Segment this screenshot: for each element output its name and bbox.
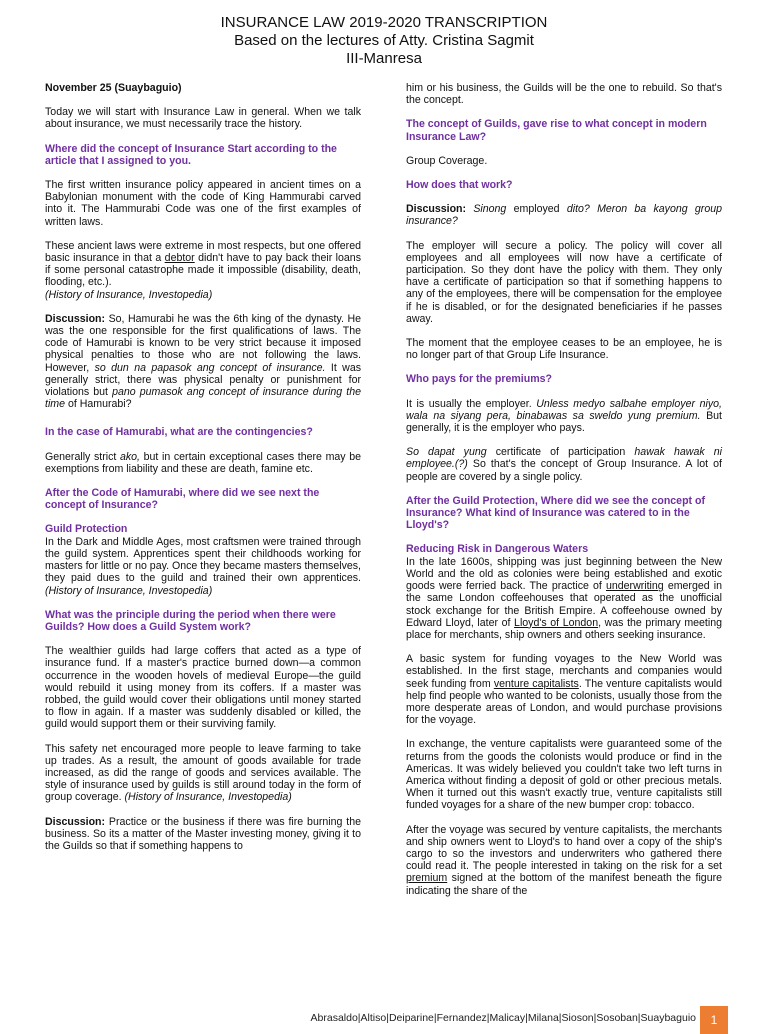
text: In the Dark and Middle Ages, most craftsmen were trained through the guild system. Apprentices spent their childhoods working for masters for little or no pay. Once they became masters themselves, they paid dues to the guild and trained their own apprentices.: [45, 535, 361, 585]
text: After the voyage was secured by venture capitalists, the merchants and ship owners went to Lloyd's to hand over a copy of the ship's cargo to so the investors and underwriters who gathered there could read it. The people interested in taking on the risk for a set: [406, 823, 722, 873]
left-column: [45, 82, 361, 864]
text: This safety net encouraged more people to leave farming to take up trades. As a result, the amount of goods available for trade increased, as did the range of goods and services available. The style of insurance used by guilds is still around today in the form of group coverage.: [45, 742, 361, 804]
discussion-label: Discussion:: [406, 203, 467, 216]
italic-text: ako,: [119, 450, 140, 463]
header-title: INSURANCE LAW 2019-2020 TRANSCRIPTION: [220, 14, 548, 31]
header-section: III-Manresa: [346, 50, 422, 67]
discussion-paragraph: [45, 816, 361, 853]
text: In the late 1600s, shipping was just beginning between the New World and the old as colonies were being established and exotic goods were ferried back. The practice of: [406, 555, 722, 593]
question-heading: After the Guild Protection, Where did we see the concept of Insurance? What kind of Insurance was catered to in the Lloyd's?: [406, 494, 706, 532]
underlined-term: premium: [406, 872, 448, 885]
underlined-term: Lloyd's of London: [514, 616, 599, 629]
paragraph: [45, 451, 361, 475]
paragraph: [406, 653, 722, 726]
paragraph: [406, 556, 722, 641]
underlined-term: debtor: [164, 252, 195, 265]
paragraph: In exchange, the venture capitalists were guaranteed some of the returns from the goods the colonists would produce or find in the Americas. It was widely believed you couldn't take two left turns in America without finding a deposit of gold or other precious metals. When it turned out this wasn't exactly true, venture capitalists still funded voyages for a share of the new bumper crop: tobacco.: [406, 738, 722, 812]
text: didn't have to pay back their loans if some personal catastrophe made it impossible (disability, death, flooding, etc.).: [45, 252, 361, 289]
discussion-label: Discussion:: [45, 312, 106, 325]
italic-text: Unless medyo salbahe employer niyo, wala na siyang pera, binabawas sa sweldo yung premium.: [406, 397, 722, 422]
citation: (History of Insurance, Investopedia): [45, 288, 213, 301]
paragraph: [406, 398, 722, 435]
discussion-paragraph: [45, 313, 361, 411]
italic-text: dito? Meron ba kayong group insurance?: [406, 203, 722, 228]
text: of Hamurabi?: [65, 398, 132, 411]
paragraph: Today we will start with Insurance Law in general. When we talk about insurance, we must necessarily trace the history.: [45, 106, 361, 131]
paragraph: The moment that the employee ceases to be an employee, he is no longer part of that Group Life Insurance.: [406, 337, 722, 362]
discussion-label: Discussion:: [45, 815, 106, 828]
paragraph: The first written insurance policy appeared in ancient times on a Babylonian monument with the code of King Hammurabi carved into it. The Hammurabi Code was one of the first examples of written laws.: [45, 179, 361, 228]
subheading: Guild Protection: [45, 523, 128, 536]
text: It was generally strict, there was physical penalty or punishment for violations but: [45, 361, 362, 399]
paragraph: [45, 536, 361, 597]
paragraph: [45, 240, 361, 301]
text: But generally, it is the employer who pays.: [406, 409, 722, 435]
question-heading: Who pays for the premiums?: [406, 373, 552, 386]
paragraph: [406, 824, 722, 897]
paragraph: The employer will secure a policy. The policy will cover all employees and all employees will now have a certificate of participation. So they dont have the policy with them. They only have a certificate of participation so that if something happens to any of the employees, there will be compensation for the employee if he is disabled, or for the designated beneficiaries if he passes away.: [406, 239, 722, 325]
underlined-term: venture capitalists: [493, 677, 579, 690]
text: Practice or the business if there was fire burning the business. So its a matter of the Master investing money, giving it to the Guilds so that if something happens to: [45, 815, 361, 852]
italic-text: Sinong: [466, 203, 507, 216]
question-heading: After the Code of Hamurabi, where did we see next the concept of Insurance?: [45, 487, 320, 512]
discussion-paragraph: [406, 203, 722, 227]
text: Generally strict: [45, 450, 120, 463]
question-heading: How does that work?: [406, 179, 513, 192]
page-number: 1: [700, 1006, 728, 1034]
italic-text: So dapat yung: [406, 446, 487, 459]
subheading: Reducing Risk in Dangerous Waters: [406, 543, 589, 556]
citation: (History of Insurance, Investopedia): [45, 584, 213, 597]
paragraph: [406, 446, 722, 483]
question-heading: Where did the concept of Insurance Start according to the article that I assigned to you.: [45, 142, 337, 167]
paragraph: [45, 743, 361, 804]
text: So, Hamurabi he was the 6th king of the dynasty. He was the one responsible for the first qualifications of laws. The code of Hamurabi is known to be very strict because it imposed physical penalties to those who are not following the laws. However,: [45, 312, 361, 374]
text: certificate of participation: [486, 446, 635, 459]
text: employed: [506, 203, 567, 216]
text: , was the primary meeting place for merchants, ship owners and others seeking insurance.: [406, 616, 723, 641]
paragraph: Group Coverage.: [406, 154, 488, 167]
lecture-date: November 25 (Suaybaguio): [45, 82, 182, 94]
text: signed at the bottom of the manifest beneath the figure indicating the share of the: [406, 872, 722, 897]
underlined-term: underwriting: [605, 580, 664, 593]
document-header: [0, 14, 768, 68]
citation: (History of Insurance, Investopedia): [124, 791, 292, 804]
text: . The venture capitalists would help find people who wanted to be colonists, usually those from the more desperate areas of London, and would purchase provisions for the voyage.: [406, 677, 723, 727]
text: So that's the concept of Group Insurance. A lot of people are covered by a single policy.: [406, 458, 722, 483]
text: A basic system for funding voyages to the New World was established. In the first stage, merchants and companies would seek funding from: [406, 653, 722, 690]
right-column: [406, 82, 722, 909]
italic-text: so dun na papasok ang concept of insurance.: [94, 361, 326, 374]
italic-text: pano pumasok ang concept of insurance during the time: [45, 386, 361, 411]
italic-text: hawak hawak ni employee.(?): [406, 446, 722, 471]
text: These ancient laws were extreme in most respects, but one offered basic insurance in that a: [45, 239, 361, 265]
paragraph: him or his business, the Guilds will be the one to rebuild. So that's the concept.: [406, 82, 722, 107]
text: but in certain exceptional cases there may be exemptions from liability and these are death, famine etc.: [45, 450, 362, 475]
question-heading: The concept of Guilds, gave rise to what concept in modern Insurance Law?: [406, 118, 707, 143]
question-heading: In the case of Hamurabi, what are the contingencies?: [45, 426, 313, 439]
header-subtitle: Based on the lectures of Atty. Cristina Sagmit: [234, 32, 534, 49]
text: emerged in the same London coffeehouses that operated as the unofficial stock exchange for the British Empire. A coffeehouse owned by Edward Lloyd, later of: [406, 580, 722, 629]
footer-authors: Abrasaldo|Altiso|Deiparine|Fernandez|Malicay|Milana|Sioson|Sosoban|Suaybaguio: [310, 1012, 696, 1024]
text: It is usually the employer.: [406, 397, 537, 410]
paragraph: The wealthier guilds had large coffers that acted as a type of insurance fund. If a master's practice burned down—a common occurrence in the wooden hovels of medieval Europe—the guild would rebuild it using money from its coffers. If a master was robbed, the guild would cover their obligations until money started to flow in again. If a master was suddenly disabled or killed, the guild would support them or their surviving family.: [45, 645, 361, 731]
question-heading: What was the principle during the period when there were Guilds? How does a Guild System work?: [45, 608, 336, 633]
